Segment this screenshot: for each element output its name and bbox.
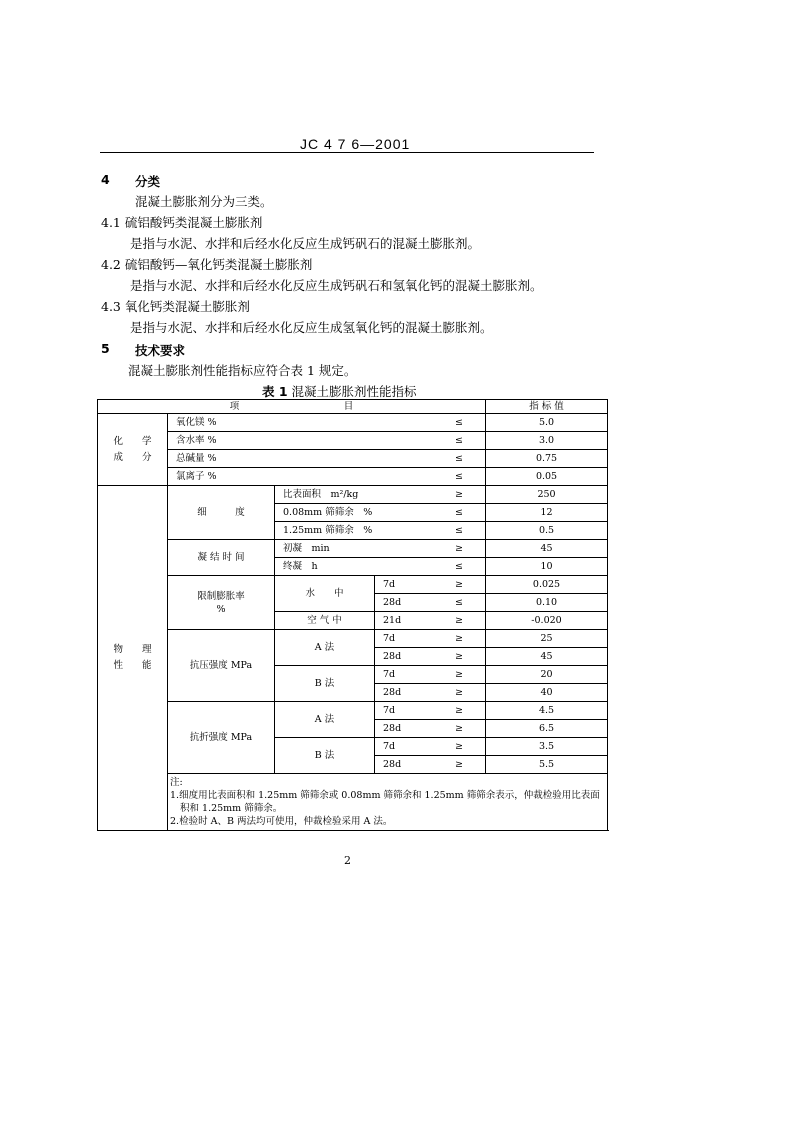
expansion-age: 21d: [383, 615, 402, 626]
section-4-number: 4: [101, 172, 110, 187]
flexural-age: 7d: [383, 705, 396, 716]
compressive-method-b: B 法: [275, 666, 375, 702]
section-4-2-title: 4.2 硫铝酸钙—氧化钙类混凝土膨胀剂: [101, 257, 313, 272]
chem-op: ≤: [455, 471, 464, 482]
table-notes: [168, 774, 608, 831]
page-number: 2: [344, 854, 351, 867]
header-value: 指 标 值: [486, 400, 608, 414]
chem-name: 氯离子 %: [176, 471, 217, 482]
paragraph: 混凝土膨胀剂性能指标应符合表 1 规定。: [128, 363, 357, 378]
table-row: [98, 468, 608, 486]
table-row: [98, 414, 608, 432]
chem-name: 氧化镁 %: [176, 417, 217, 428]
setting-value: 10: [486, 558, 608, 576]
expansion-label: [168, 576, 275, 630]
table-row: [98, 630, 608, 648]
table-row: [98, 702, 608, 720]
fineness-op: ≤: [455, 525, 464, 536]
chem-name: 含水率 %: [176, 435, 217, 446]
note-1: 1.细度用比表面积和 1.25mm 筛筛余或 0.08mm 筛筛余和 1.25mm 筛筛余表示，仲裁检验用比表面积和 1.25mm 筛筛余。: [170, 790, 600, 814]
flexural-value: 5.5: [486, 756, 608, 774]
chem-op: ≤: [455, 453, 464, 464]
expansion-value: 0.10: [486, 594, 608, 612]
compressive-value: 45: [486, 648, 608, 666]
setting-op: ≥: [455, 543, 464, 554]
compressive-value: 20: [486, 666, 608, 684]
table-notes-row: [98, 774, 608, 831]
chem-group-line1: 化 学: [113, 435, 152, 447]
fineness-op: ≤: [455, 507, 464, 518]
compressive-age: 28d: [383, 651, 402, 662]
compressive-op: ≥: [455, 687, 464, 698]
flexural-op: ≥: [455, 705, 464, 716]
flexural-age: 28d: [383, 759, 402, 770]
chem-value: 3.0: [486, 432, 608, 450]
setting-name: 终凝 h: [283, 561, 318, 572]
phys-group-label: [98, 486, 168, 831]
chem-value: 0.75: [486, 450, 608, 468]
compressive-value: 25: [486, 630, 608, 648]
section-5-title: 技术要求: [135, 343, 186, 358]
phys-group-line1: 物 理: [113, 644, 152, 655]
compressive-op: ≥: [455, 633, 464, 644]
paragraph: 是指与水泥、水拌和后经水化反应生成钙矾石和氢氧化钙的混凝土膨胀剂。: [130, 278, 543, 293]
flexural-age: 28d: [383, 723, 402, 734]
fineness-value: 0.5: [486, 522, 608, 540]
expansion-value: 0.025: [486, 576, 608, 594]
flexural-op: ≥: [455, 723, 464, 734]
expansion-label-line2: %: [216, 603, 226, 615]
performance-table: [97, 399, 608, 831]
section-4-1-title: 4.1 硫铝酸钙类混凝土膨胀剂: [101, 215, 263, 230]
section-4-3-title: 4.3 氧化钙类混凝土膨胀剂: [101, 299, 250, 314]
expansion-op: ≤: [455, 597, 464, 608]
table-row: [98, 540, 608, 558]
section-4-title: 分类: [135, 174, 161, 189]
setting-label: 凝 结 时 间: [168, 540, 275, 576]
compressive-age: 7d: [383, 633, 396, 644]
fineness-label: 细 度: [168, 486, 275, 540]
expansion-air: 空 气 中: [275, 612, 375, 630]
chem-op: ≤: [455, 417, 464, 428]
expansion-value: -0.020: [486, 612, 608, 630]
table-header-row: [98, 400, 608, 414]
paragraph: 混凝土膨胀剂分为三类。: [135, 194, 273, 209]
flexural-value: 6.5: [486, 720, 608, 738]
flexural-label: 抗折强度 MPa: [168, 702, 275, 774]
flexural-method-a: A 法: [275, 702, 375, 738]
header-item: 项 目: [98, 400, 486, 414]
compressive-label: 抗压强度 MPa: [168, 630, 275, 702]
flexural-value: 4.5: [486, 702, 608, 720]
setting-value: 45: [486, 540, 608, 558]
chem-name: 总碱量 %: [176, 453, 217, 464]
table-row: [98, 486, 608, 504]
fineness-name: 1.25mm 筛筛余 %: [283, 525, 373, 536]
phys-group-line2: 性 能: [113, 660, 152, 671]
table-caption: [262, 382, 417, 400]
flexural-op: ≥: [455, 741, 464, 752]
compressive-age: 7d: [383, 669, 396, 680]
compressive-age: 28d: [383, 687, 402, 698]
fineness-op: ≥: [455, 489, 464, 500]
expansion-op: ≥: [455, 579, 464, 590]
expansion-op: ≥: [455, 615, 464, 626]
compressive-op: ≥: [455, 651, 464, 662]
expansion-age: 7d: [383, 579, 396, 590]
table-row: [98, 432, 608, 450]
fineness-name: 0.08mm 筛筛余 %: [283, 507, 373, 518]
expansion-label-line1: 限制膨胀率: [197, 590, 245, 602]
compressive-value: 40: [486, 684, 608, 702]
chem-value: 5.0: [486, 414, 608, 432]
paragraph: 是指与水泥、水拌和后经水化反应生成钙矾石的混凝土膨胀剂。: [130, 236, 481, 251]
chem-op: ≤: [455, 435, 464, 446]
fineness-name: 比表面积 m²/kg: [283, 489, 359, 500]
compressive-op: ≥: [455, 669, 464, 680]
flexural-method-b: B 法: [275, 738, 375, 774]
table-row: [98, 450, 608, 468]
flexural-age: 7d: [383, 741, 396, 752]
table-row: [98, 576, 608, 594]
chem-group-label: [98, 414, 168, 486]
setting-name: 初凝 min: [283, 543, 330, 554]
standard-code: JC 4 7 6—2001: [300, 136, 411, 152]
fineness-value: 250: [486, 486, 608, 504]
flexural-op: ≥: [455, 759, 464, 770]
section-5-number: 5: [101, 341, 110, 356]
expansion-age: 28d: [383, 597, 402, 608]
fineness-value: 12: [486, 504, 608, 522]
setting-op: ≤: [455, 561, 464, 572]
note-2: 2.检验时 A、B 两法均可使用，仲裁检验采用 A 法。: [170, 816, 393, 827]
expansion-water: 水 中: [275, 576, 375, 612]
note-heading: 注:: [170, 777, 183, 788]
table-caption-label: 表 1: [262, 384, 288, 399]
table-caption-text: 混凝土膨胀剂性能指标: [291, 384, 417, 399]
flexural-value: 3.5: [486, 738, 608, 756]
chem-value: 0.05: [486, 468, 608, 486]
paragraph: 是指与水泥、水拌和后经水化反应生成氢氧化钙的混凝土膨胀剂。: [130, 320, 493, 335]
chem-group-line2: 成 分: [113, 451, 152, 463]
header-rule: [100, 152, 594, 153]
compressive-method-a: A 法: [275, 630, 375, 666]
